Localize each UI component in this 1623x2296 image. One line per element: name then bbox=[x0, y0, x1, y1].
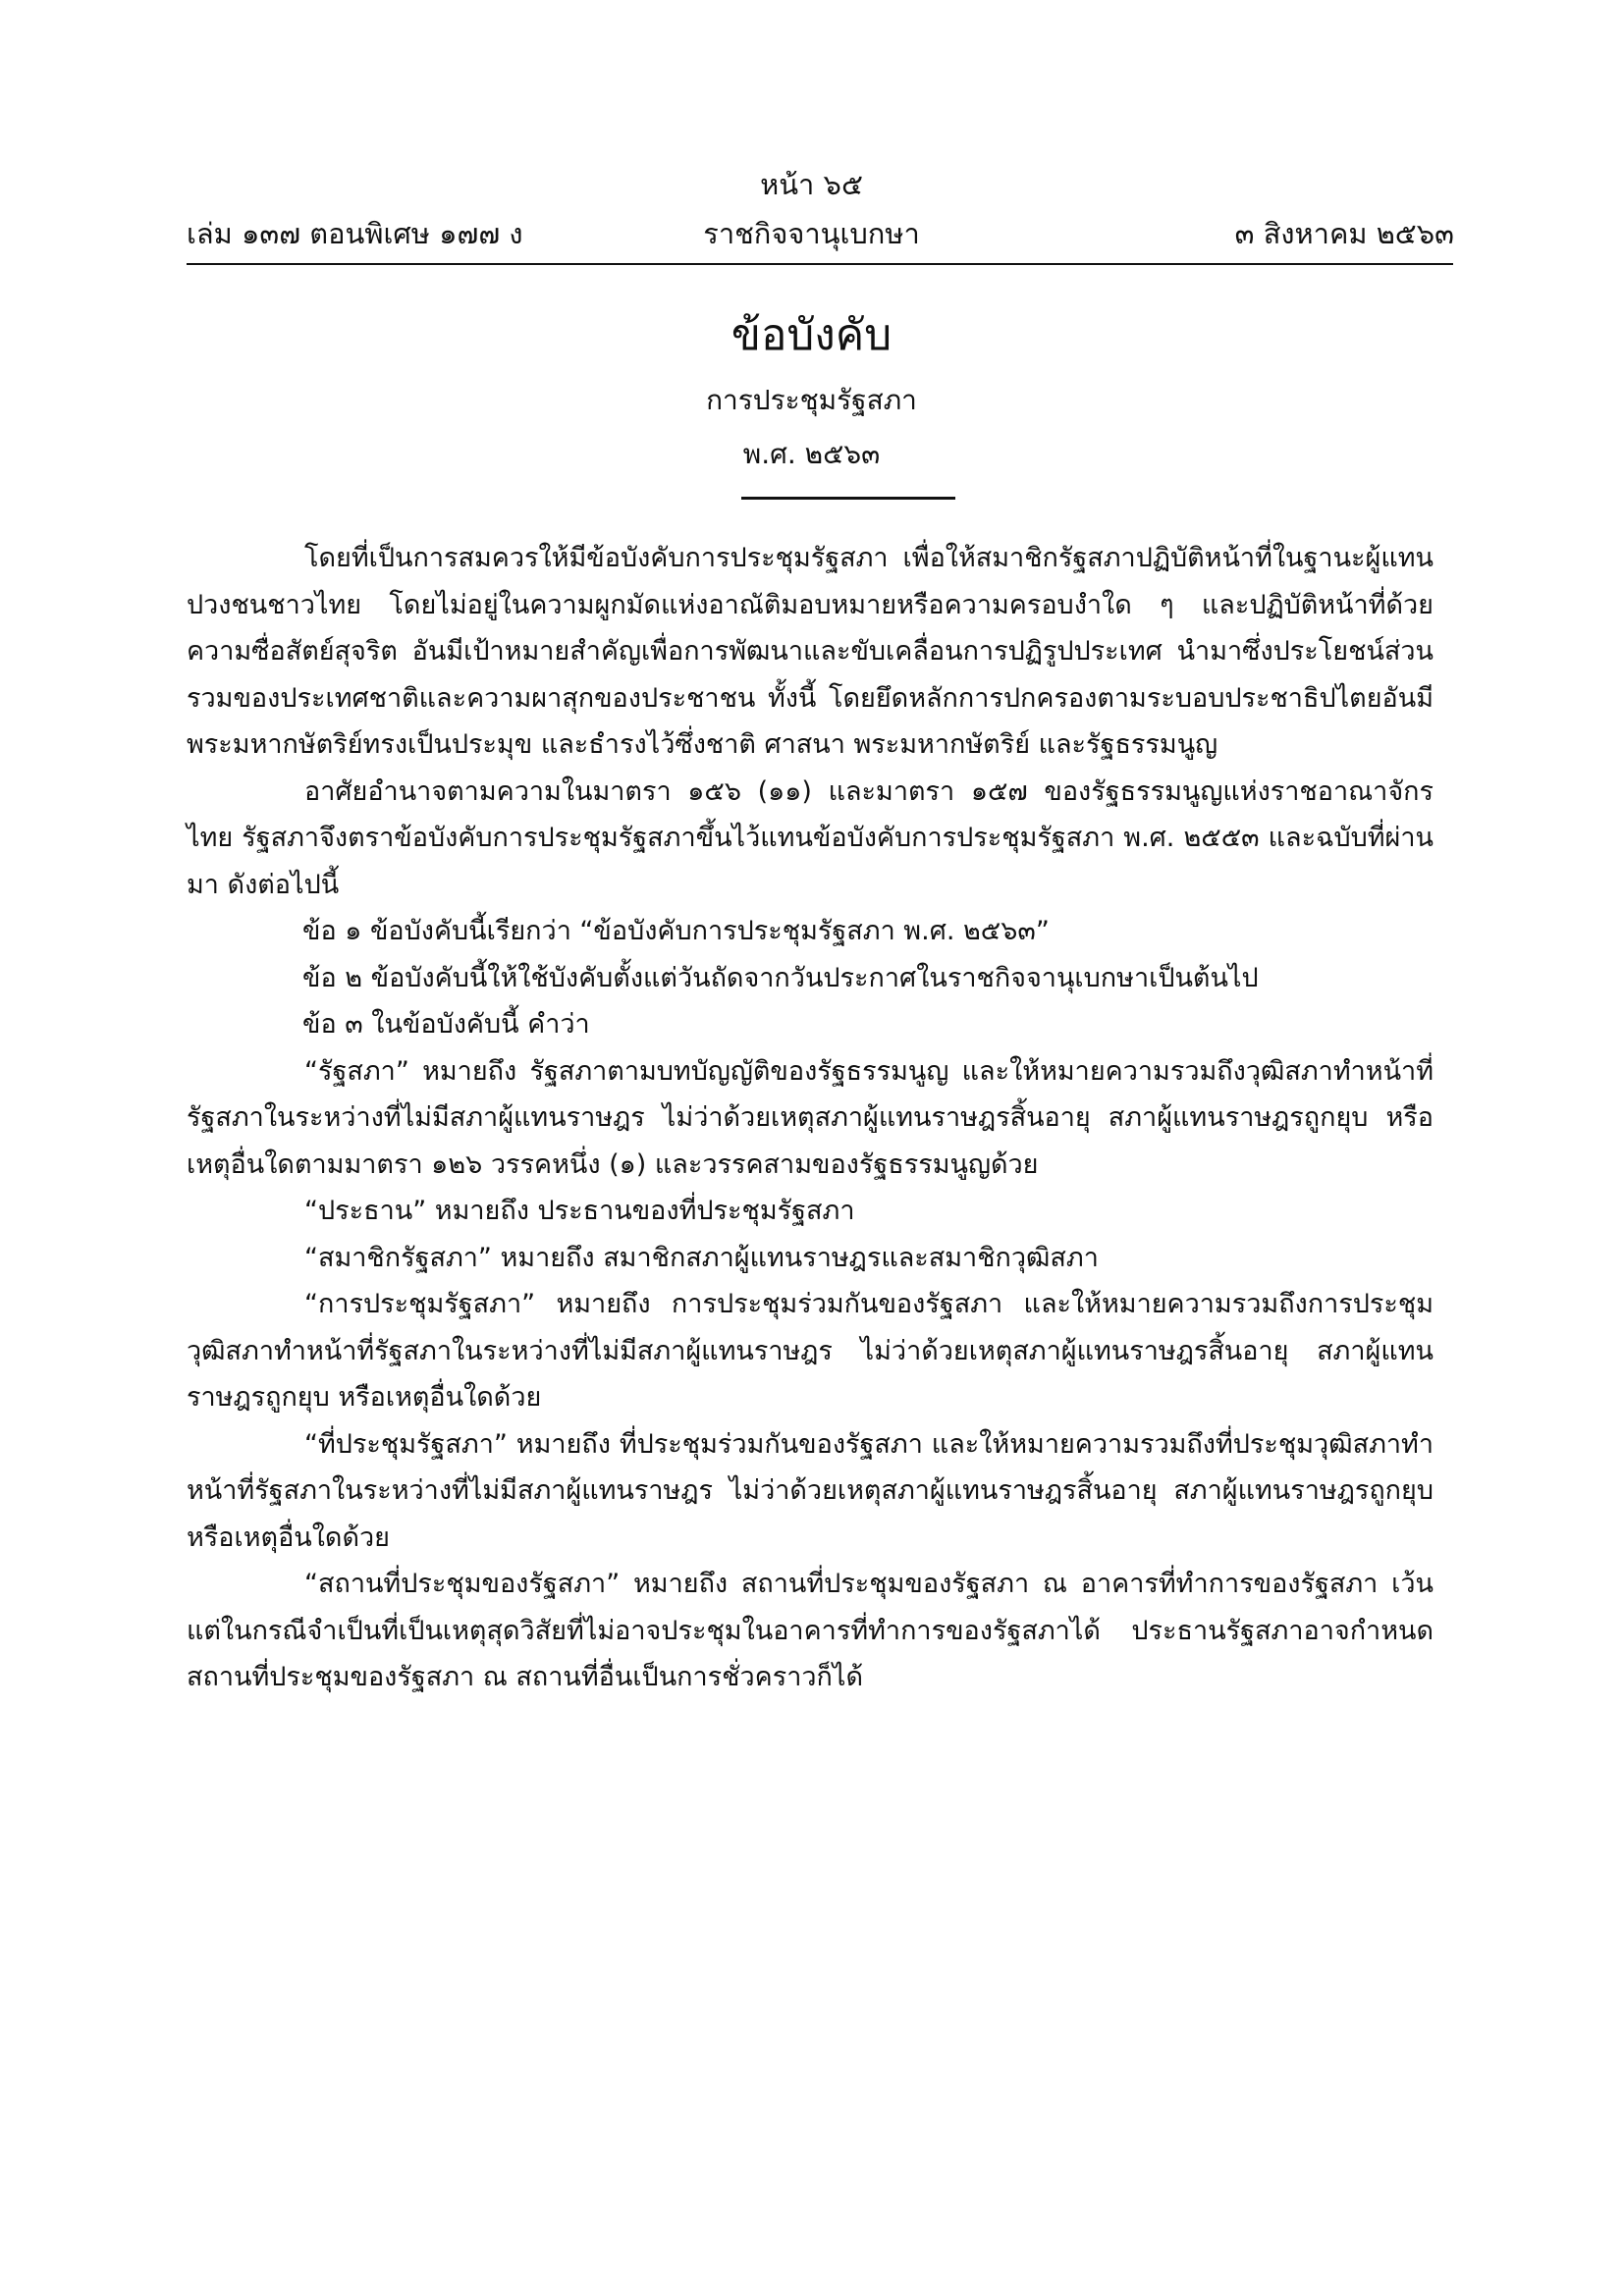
preamble-paragraph: โดยที่เป็นการสมควรให้มีข้อบังคับการประชุมรัฐสภา เพื่อให้สมาชิกรัฐสภาปฏิบัติหน้าที่ในฐานะผู้แทนปวงชนชาวไทย โดยไม่อยู่ในความผูกมัดแห่งอาณัติมอบหมายหรือความครอบงำใด ๆ และปฏิบัติหน้าที่ด้วยความซื่อสัตย์สุจริต อันมีเป้าหมายสำคัญเพื่อการพัฒนาและขับเคลื่อนการปฏิรูปประเทศ นำมาซึ่งประโยชน์ส่วนรวมของประเทศชาติและความผาสุกของประชาชน ทั้งนี้ โดยยึดหลักการปกครองตามระบอบประชาธิปไตยอันมีพระมหากษัตริย์ทรงเป็นประมุข และธำรงไว้ซึ่งชาติ ศาสนา พระมหากษัตริย์ และรัฐธรรมนูญ bbox=[187, 543, 1434, 760]
authority-paragraph: อาศัยอำนาจตามความในมาตรา ๑๕๖ (๑๑) และมาตรา ๑๕๗ ของรัฐธรรมนูญแห่งราชอาณาจักรไทย รัฐสภาจึงตราข้อบังคับการประชุมรัฐสภาขึ้นไว้แทนข้อบังคับการประชุมรัฐสภา พ.ศ. ๒๕๕๓ และฉบับที่ผ่านมา ดังต่อไปนี้ bbox=[187, 775, 1434, 900]
document-title: ข้อบังคับ bbox=[730, 310, 893, 360]
document-subtitle: การประชุมรัฐสภา bbox=[706, 384, 917, 416]
clause-3: ข้อ ๓ ในข้อบังคับนี้ คำว่า bbox=[302, 1009, 590, 1040]
document-body bbox=[187, 535, 1434, 1701]
publication-date: ๓ สิงหาคม ๒๕๖๓ bbox=[1234, 217, 1454, 250]
gazette-name: ราชกิจจานุเบกษา bbox=[703, 217, 920, 250]
volume-issue: เล่ม ๑๓๗ ตอนพิเศษ ๑๗๗ ง bbox=[187, 217, 523, 250]
title-divider bbox=[741, 497, 955, 500]
header-divider bbox=[187, 263, 1453, 265]
clause-2: ข้อ ๒ ข้อบังคับนี้ให้ใช้บังคับตั้งแต่วันถัดจากวันประกาศในราชกิจจานุเบกษาเป็นต้นไป bbox=[302, 962, 1259, 993]
definition-assembly: “ที่ประชุมรัฐสภา” หมายถึง ที่ประชุมร่วมกันของรัฐสภา และให้หมายความรวมถึงที่ประชุมวุฒิสภาทำหน้าที่รัฐสภาในระหว่างที่ไม่มีสภาผู้แทนราษฎร ไม่ว่าด้วยเหตุสภาผู้แทนราษฎรสิ้นอายุ สภาผู้แทนราษฎรถูกยุบ หรือเหตุอื่นใดด้วย bbox=[187, 1428, 1434, 1553]
definition-member: “สมาชิกรัฐสภา” หมายถึง สมาชิกสภาผู้แทนราษฎรและสมาชิกวุฒิสภา bbox=[304, 1242, 1099, 1273]
page-number: หน้า ๖๕ bbox=[760, 168, 863, 201]
definition-parliament: “รัฐสภา” หมายถึง รัฐสภาตามบทบัญญัติของรัฐธรรมนูญ และให้หมายความรวมถึงวุฒิสภาทำหน้าที่รัฐสภาในระหว่างที่ไม่มีสภาผู้แทนราษฎร ไม่ว่าด้วยเหตุสภาผู้แทนราษฎรสิ้นอายุ สภาผู้แทนราษฎรถูกยุบ หรือเหตุอื่นใดตามมาตรา ๑๒๖ วรรคหนึ่ง (๑) และวรรคสามของรัฐธรรมนูญด้วย bbox=[187, 1055, 1434, 1180]
definition-president: “ประธาน” หมายถึง ประธานของที่ประชุมรัฐสภา bbox=[304, 1196, 855, 1226]
clause-1: ข้อ ๑ ข้อบังคับนี้เรียกว่า “ข้อบังคับการประชุมรัฐสภา พ.ศ. ๒๕๖๓” bbox=[302, 916, 1050, 946]
definition-meeting: “การประชุมรัฐสภา” หมายถึง การประชุมร่วมกันของรัฐสภา และให้หมายความรวมถึงการประชุมวุฒิสภาทำหน้าที่รัฐสภาในระหว่างที่ไม่มีสภาผู้แทนราษฎร ไม่ว่าด้วยเหตุสภาผู้แทนราษฎรสิ้นอายุ สภาผู้แทนราษฎรถูกยุบ หรือเหตุอื่นใดด้วย bbox=[187, 1289, 1434, 1413]
definition-venue: “สถานที่ประชุมของรัฐสภา” หมายถึง สถานที่ประชุมของรัฐสภา ณ อาคารที่ทำการของรัฐสภา เว้นแต่ในกรณีจำเป็นที่เป็นเหตุสุดวิสัยที่ไม่อาจประชุมในอาคารที่ทำการของรัฐสภาได้ ประธานรัฐสภาอาจกำหนดสถานที่ประชุมของรัฐสภา ณ สถานที่อื่นเป็นการชั่วคราวก็ได้ bbox=[187, 1569, 1434, 1692]
document-year: พ.ศ. ๒๕๖๓ bbox=[742, 438, 881, 470]
